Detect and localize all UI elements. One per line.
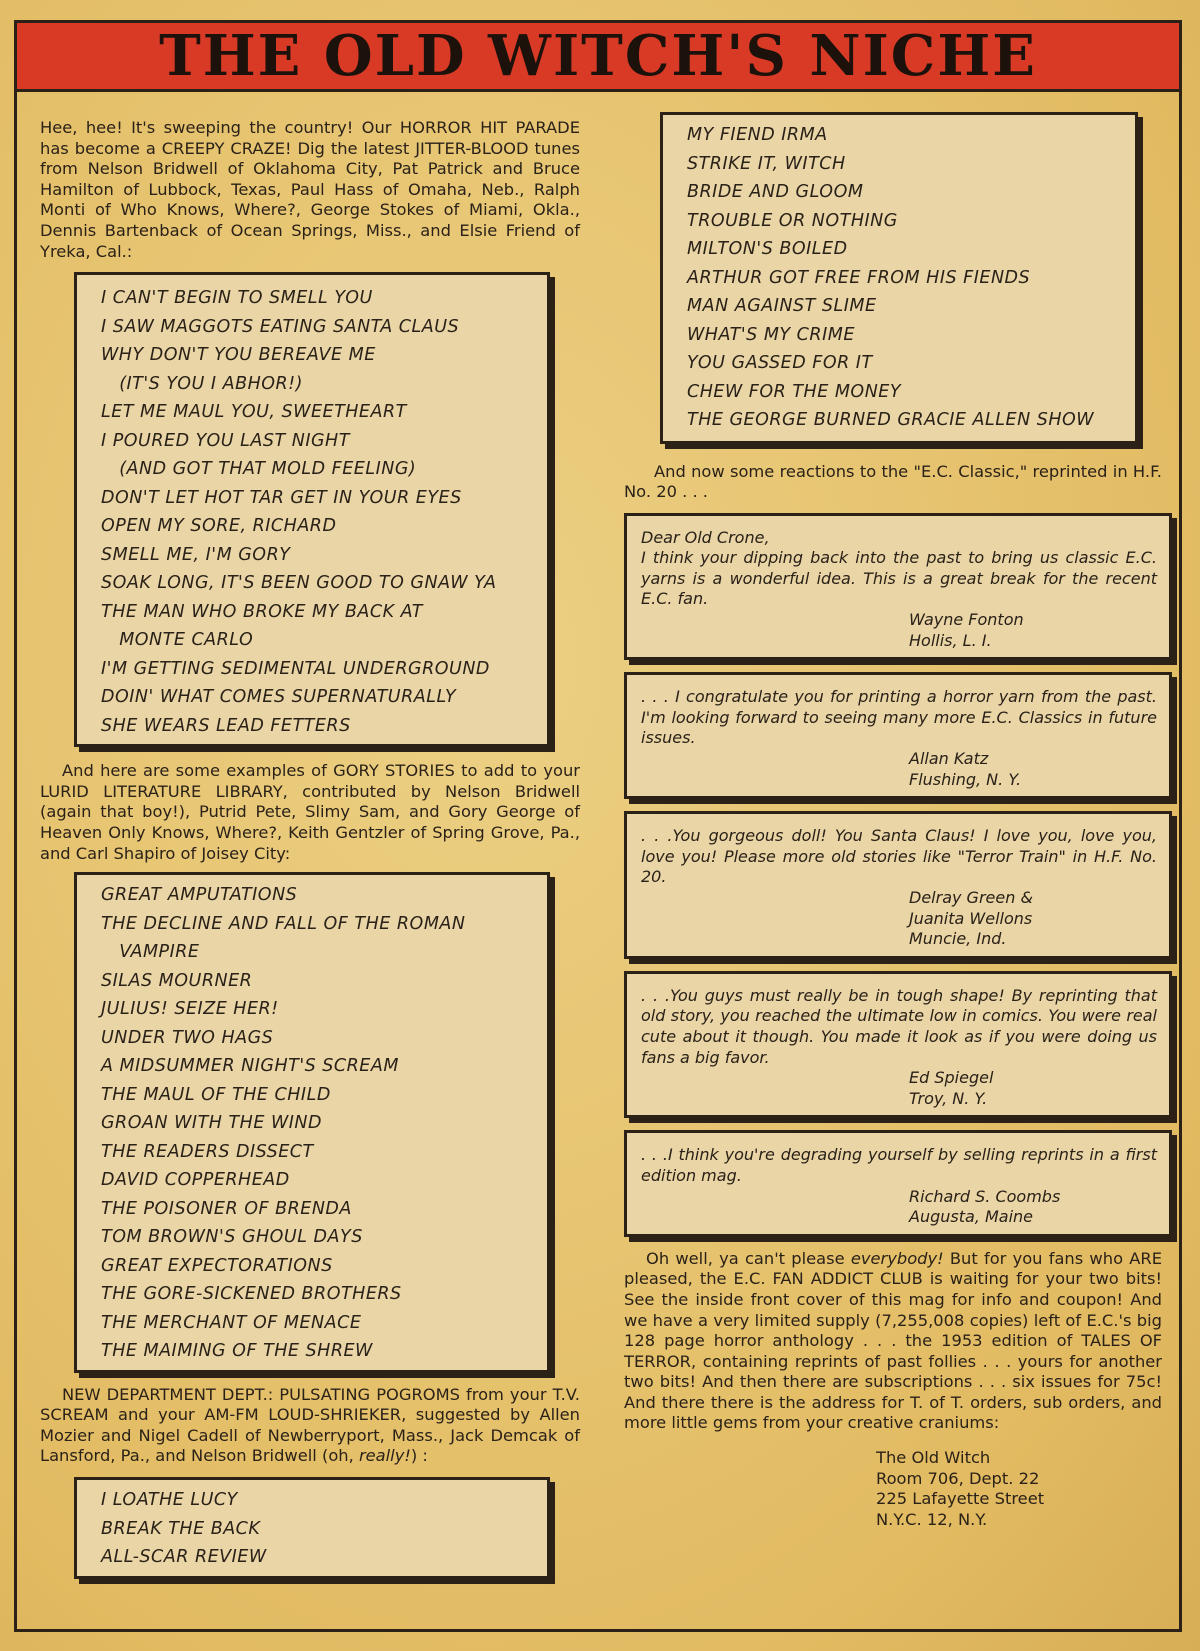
show-title: CHEW FOR THE MONEY — [687, 381, 902, 402]
reader-letter — [624, 1130, 1172, 1236]
show-title: MY FIEND IRMA — [687, 125, 828, 145]
story-title: GREAT EXPECTORATIONS — [101, 1255, 333, 1276]
letter-signature: Richard S. Coombs Augusta, Maine — [909, 1186, 1061, 1227]
story-title: GROAN WITH THE WIND — [101, 1113, 322, 1134]
letter-body: . . .You guys must really be in tough shape! By reprinting that old story, you reached the ultimate low in comics. You were real cute about it though. You made it look as if you were doing us fans a big favor. — [641, 985, 1157, 1067]
closing-text-rest: But for you fans who ARE pleased, the E.C. FAN ADDICT CLUB is waiting for your two bits! See the inside front cover of this mag for info and coupon! And we have a very limited supply (7,255,008 copies) left of E.C.'s big 128 page horror anthology . . . the 1953 edition of TALES OF TERROR, containing reprints of past follies . . . yours for another two bits! And then there are subscriptions . . . six issues for 75c! And there there is the address for T. of T. orders, sub orders, and more little gems from your creative craniums: — [624, 1248, 1162, 1433]
story-title: THE MERCHANT OF MENACE — [101, 1312, 362, 1333]
show-title: THE GEORGE BURNED GRACIE ALLEN SHOW — [687, 410, 1095, 430]
letter-signature: Ed Spiegel Troy, N. Y. — [909, 1068, 994, 1108]
letter-signature: Delray Green & Juanita Wellons Muncie, Ind. — [909, 888, 1033, 949]
show-title: MAN AGAINST SLIME — [687, 296, 877, 316]
song-title: MONTE CARLO — [101, 630, 254, 651]
hit-parade-list — [74, 272, 550, 747]
reader-letter — [624, 811, 1172, 959]
tv-shows-list-right — [660, 112, 1138, 444]
story-title: THE GORE-SICKENED BROTHERS — [101, 1284, 402, 1305]
closing-paragraph — [624, 1249, 1162, 1434]
department-intro-end: ) : — [410, 1446, 428, 1466]
story-title: THE MAIMING OF THE SHREW — [101, 1341, 373, 1362]
gory-stories-list — [74, 872, 550, 1373]
letter-signature: Allan Katz Flushing, N. Y. — [909, 749, 1022, 789]
story-title: A MIDSUMMER NIGHT'S SCREAM — [101, 1056, 399, 1077]
show-title: MILTON'S BOILED — [687, 239, 848, 259]
story-title: THE READERS DISSECT — [101, 1141, 314, 1162]
department-intro-emphasis: really! — [358, 1446, 411, 1466]
letters-section — [624, 513, 1172, 1237]
show-title: BREAK THE BACK — [101, 1518, 261, 1539]
intro-paragraph: Hee, hee! It's sweeping the country! Our HORROR HIT PARADE has become a CREEPY CRAZE! Dig the latest JITTER-BLOOD tunes from Nelson Bridwell of Oklahoma City, Pat Patrick and Bruce Hamilton of Lubbock, Texas, Paul Hass of Omaha, Neb., Ralph Monti of Who Knows, Where?, George Stokes of Miami, Okla., Dennis Bartenback of Ocean Springs, Miss., and Elsie Friend of Yreka, Cal.: — [40, 118, 580, 261]
story-title: TOM BROWN'S GHOUL DAYS — [101, 1227, 363, 1248]
reader-letter — [624, 513, 1172, 661]
song-title: DON'T LET HOT TAR GET IN YOUR EYES — [101, 487, 462, 508]
song-title: I POURED YOU LAST NIGHT — [101, 430, 350, 451]
song-title: THE MAN WHO BROKE MY BACK AT — [101, 601, 424, 622]
left-column — [40, 118, 580, 1579]
song-title: I'M GETTING SEDIMENTAL UNDERGROUND — [101, 658, 490, 679]
closing-text-start: Oh well, ya can't please — [646, 1248, 851, 1268]
show-title: STRIKE IT, WITCH — [687, 153, 846, 174]
story-title: UNDER TWO HAGS — [101, 1027, 274, 1048]
story-title: THE POISONER OF BRENDA — [101, 1198, 352, 1219]
reader-letter — [624, 971, 1172, 1119]
right-column — [624, 112, 1174, 1530]
story-title: VAMPIRE — [101, 942, 200, 963]
song-title: OPEN MY SORE, RICHARD — [101, 516, 337, 537]
page-title: THE OLD WITCH'S NICHE — [159, 23, 1037, 89]
song-title: LET ME MAUL YOU, SWEETHEART — [101, 402, 407, 423]
letter-body: Dear Old Crone, I think your dipping back into the past to bring us classic E.C. yarns is a wonderful idea. This is a great break for the recent E.C. fan. — [641, 527, 1157, 609]
story-title: THE MAUL OF THE CHILD — [101, 1084, 331, 1105]
reactions-intro-paragraph: And now some reactions to the "E.C. Classic," reprinted in H.F. No. 20 . . . — [624, 461, 1162, 502]
show-title: ARTHUR GOT FREE FROM HIS FIENDS — [687, 267, 1031, 288]
mailing-address: The Old Witch Room 706, Dept. 22 225 Lafayette Street N.Y.C. 12, N.Y. — [876, 1448, 1045, 1529]
show-title: I LOATHE LUCY — [101, 1490, 238, 1510]
story-title: SILAS MOURNER — [101, 970, 253, 991]
letter-body: . . .You gorgeous doll! You Santa Claus! I love you, love you, love you! Please more old stories like "Terror Train" in H.F. No. 20. — [641, 826, 1157, 887]
show-title: YOU GASSED FOR IT — [687, 353, 873, 373]
department-intro-paragraph — [40, 1385, 580, 1467]
department-intro-text: NEW DEPARTMENT DEPT.: PULSATING POGROMS from your T.V. SCREAM and your AM-FM LOUD-SHRIEKER, suggested by Allen Mozier and Nigel Cadell of Newberryport, Mass., Jack Demcak of Lansford, Pa., and Nelson Bridwell (oh, — [40, 1384, 580, 1466]
stories-intro-paragraph: And here are some examples of GORY STORIES to add to your LURID LITERATURE LIBRARY, contributed by Nelson Bridwell (again that boy!), Putrid Pete, Slimy Sam, and Gory George of Heaven Only Knows, Where?, Keith Gentzler of Spring Grove, Pa., and Carl Shapiro of Joisey City: — [40, 761, 580, 863]
song-title: SOAK LONG, IT'S BEEN GOOD TO GNAW YA — [101, 573, 497, 594]
tv-shows-list-left — [74, 1477, 550, 1579]
story-title: DAVID COPPERHEAD — [101, 1170, 290, 1191]
song-title: WHY DON'T YOU BEREAVE ME — [101, 345, 376, 366]
show-title: ALL-SCAR REVIEW — [101, 1547, 267, 1567]
song-title: DOIN' WHAT COMES SUPERNATURALLY — [101, 687, 457, 708]
letter-signature: Wayne Fonton Hollis, L. I. — [909, 610, 1024, 650]
song-title: I SAW MAGGOTS EATING SANTA CLAUS — [101, 316, 460, 337]
closing-emphasis: everybody! — [850, 1248, 944, 1268]
story-title: GREAT AMPUTATIONS — [101, 885, 298, 906]
song-title: SHE WEARS LEAD FETTERS — [101, 715, 351, 736]
song-title: (IT'S YOU I ABHOR!) — [101, 373, 304, 394]
title-banner — [14, 20, 1182, 92]
letter-body: . . .I think you're degrading yourself by selling reprints in a first edition mag. — [641, 1145, 1157, 1185]
story-title: JULIUS! SEIZE HER! — [101, 999, 279, 1020]
show-title: TROUBLE OR NOTHING — [687, 210, 898, 231]
song-title: SMELL ME, I'M GORY — [101, 544, 291, 565]
story-title: THE DECLINE AND FALL OF THE ROMAN — [101, 913, 466, 934]
letter-body: . . . I congratulate you for printing a horror yarn from the past. I'm looking forward to seeing many more E.C. Classics in future issues. — [641, 687, 1157, 748]
show-title: BRIDE AND GLOOM — [687, 182, 864, 202]
song-title: (AND GOT THAT MOLD FEELING) — [101, 459, 417, 480]
song-title: I CAN'T BEGIN TO SMELL YOU — [101, 288, 373, 309]
reader-letter — [624, 672, 1172, 799]
show-title: WHAT'S MY CRIME — [687, 324, 855, 345]
